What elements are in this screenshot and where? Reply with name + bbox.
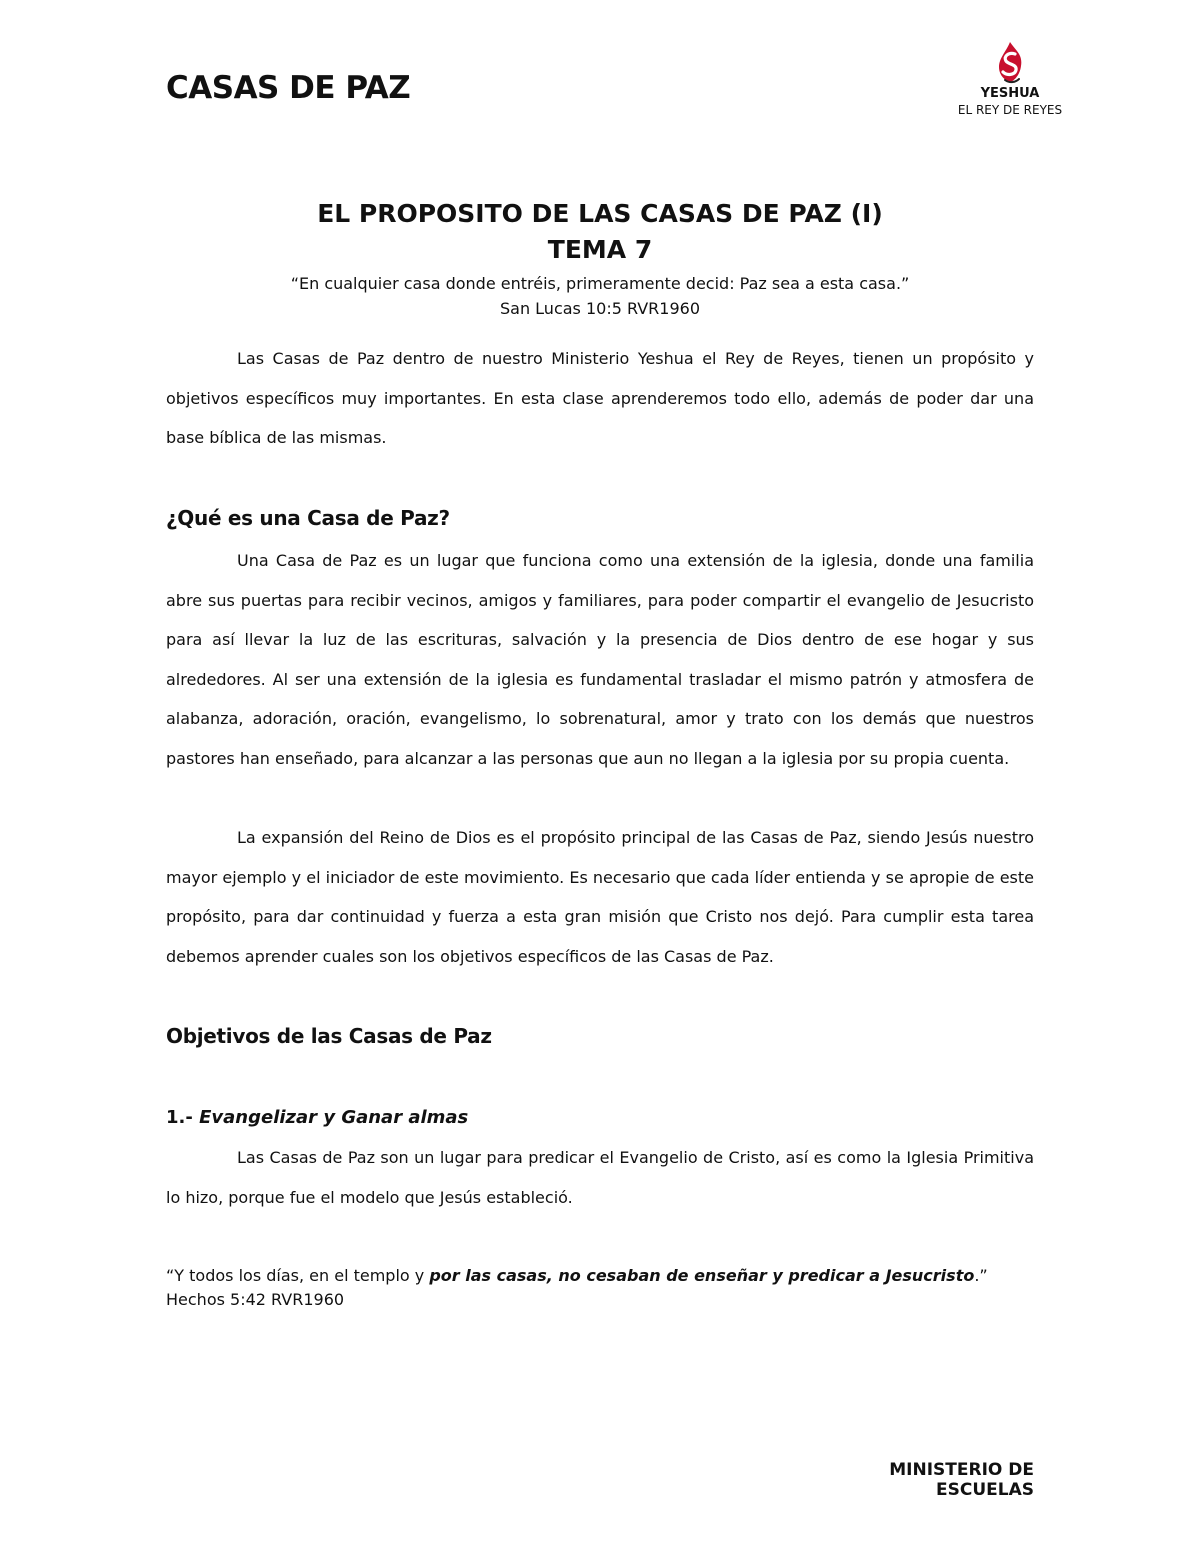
- scripture-quote-emphasis: por las casas, no cesaban de enseñar y predicar a Jesucristo: [429, 1266, 975, 1285]
- epigraph-reference: San Lucas 10:5 RVR1960: [499, 299, 701, 318]
- scripture-quote-reference: Hechos 5:42 RVR1960: [166, 1290, 345, 1309]
- section1-paragraph-1: Una Casa de Paz es un lugar que funciona como una extensión de la iglesia, donde una familia abre sus puertas para recibir vecinos, amigos y familiares, para poder compartir el evangelio de Jesucristo para así llevar la luz de las escrituras, salvación y la presencia de Dios dentro de ese hogar y sus alrededores. Al ser una extensión de la iglesia es fundamental trasladar el mismo patrón y atmosfera de alabanza, adoración, oración, evangelismo, lo sobrenatural, amor y trato con los demás que nuestros pastores han enseñado, para alcanzar a las personas que aun no llegan a la iglesia por su propia cuenta.: [166, 551, 1034, 768]
- intro-paragraph: Las Casas de Paz dentro de nuestro Ministerio Yeshua el Rey de Reyes, tienen un propósito y objetivos específicos muy importantes. En esta clase aprenderemos todo ello, además de poder dar una base bíblica de las mismas.: [166, 349, 1034, 448]
- section1-paragraph-2: La expansión del Reino de Dios es el propósito principal de las Casas de Paz, siendo Jesús nuestro mayor ejemplo y el iniciador de este movimiento. Es necesario que cada líder entienda y se apropie de este propósito, para dar continuidad y fuerza a esta gran misión que Cristo nos dejó. Para cumplir esta tarea debemos aprender cuales son los objetivos específicos de las Casas de Paz.: [166, 828, 1034, 966]
- objective-1-number: 1.-: [166, 1107, 193, 1128]
- scripture-quote-text: “Y todos los días, en el templo y por las casas, no cesaban de enseñar y predicar a Jesucristo.”: [166, 1266, 988, 1285]
- footer-text: MINISTERIO DE ESCUELAS: [889, 1460, 1034, 1500]
- ministry-logo: [955, 40, 1065, 118]
- section-heading-que-es: ¿Qué es una Casa de Paz?: [166, 506, 450, 530]
- scripture-quote: [166, 1264, 1034, 1312]
- flame-s-emblem-icon: [993, 40, 1027, 84]
- document-subtitle: TEMA 7: [547, 235, 653, 264]
- document-title: EL PROPOSITO DE LAS CASAS DE PAZ (I): [317, 199, 883, 228]
- objective-1-paragraph: Las Casas de Paz son un lugar para predicar el Evangelio de Cristo, así es como la Iglesia Primitiva lo hizo, porque fue el modelo que Jesús estableció.: [166, 1148, 1034, 1207]
- logo-text-yeshua: YESHUA: [980, 86, 1040, 101]
- section-heading-objetivos: Objetivos de las Casas de Paz: [166, 1024, 492, 1048]
- epigraph-verse: “En cualquier casa donde entréis, primeramente decid: Paz sea a esta casa.”: [290, 274, 910, 293]
- objective-1-heading: [166, 1107, 468, 1128]
- header-title: CASAS DE PAZ: [166, 70, 411, 106]
- objective-1-title: Evangelizar y Ganar almas: [199, 1107, 469, 1128]
- logo-text-rey-de-reyes: EL REY DE REYES: [957, 103, 1063, 117]
